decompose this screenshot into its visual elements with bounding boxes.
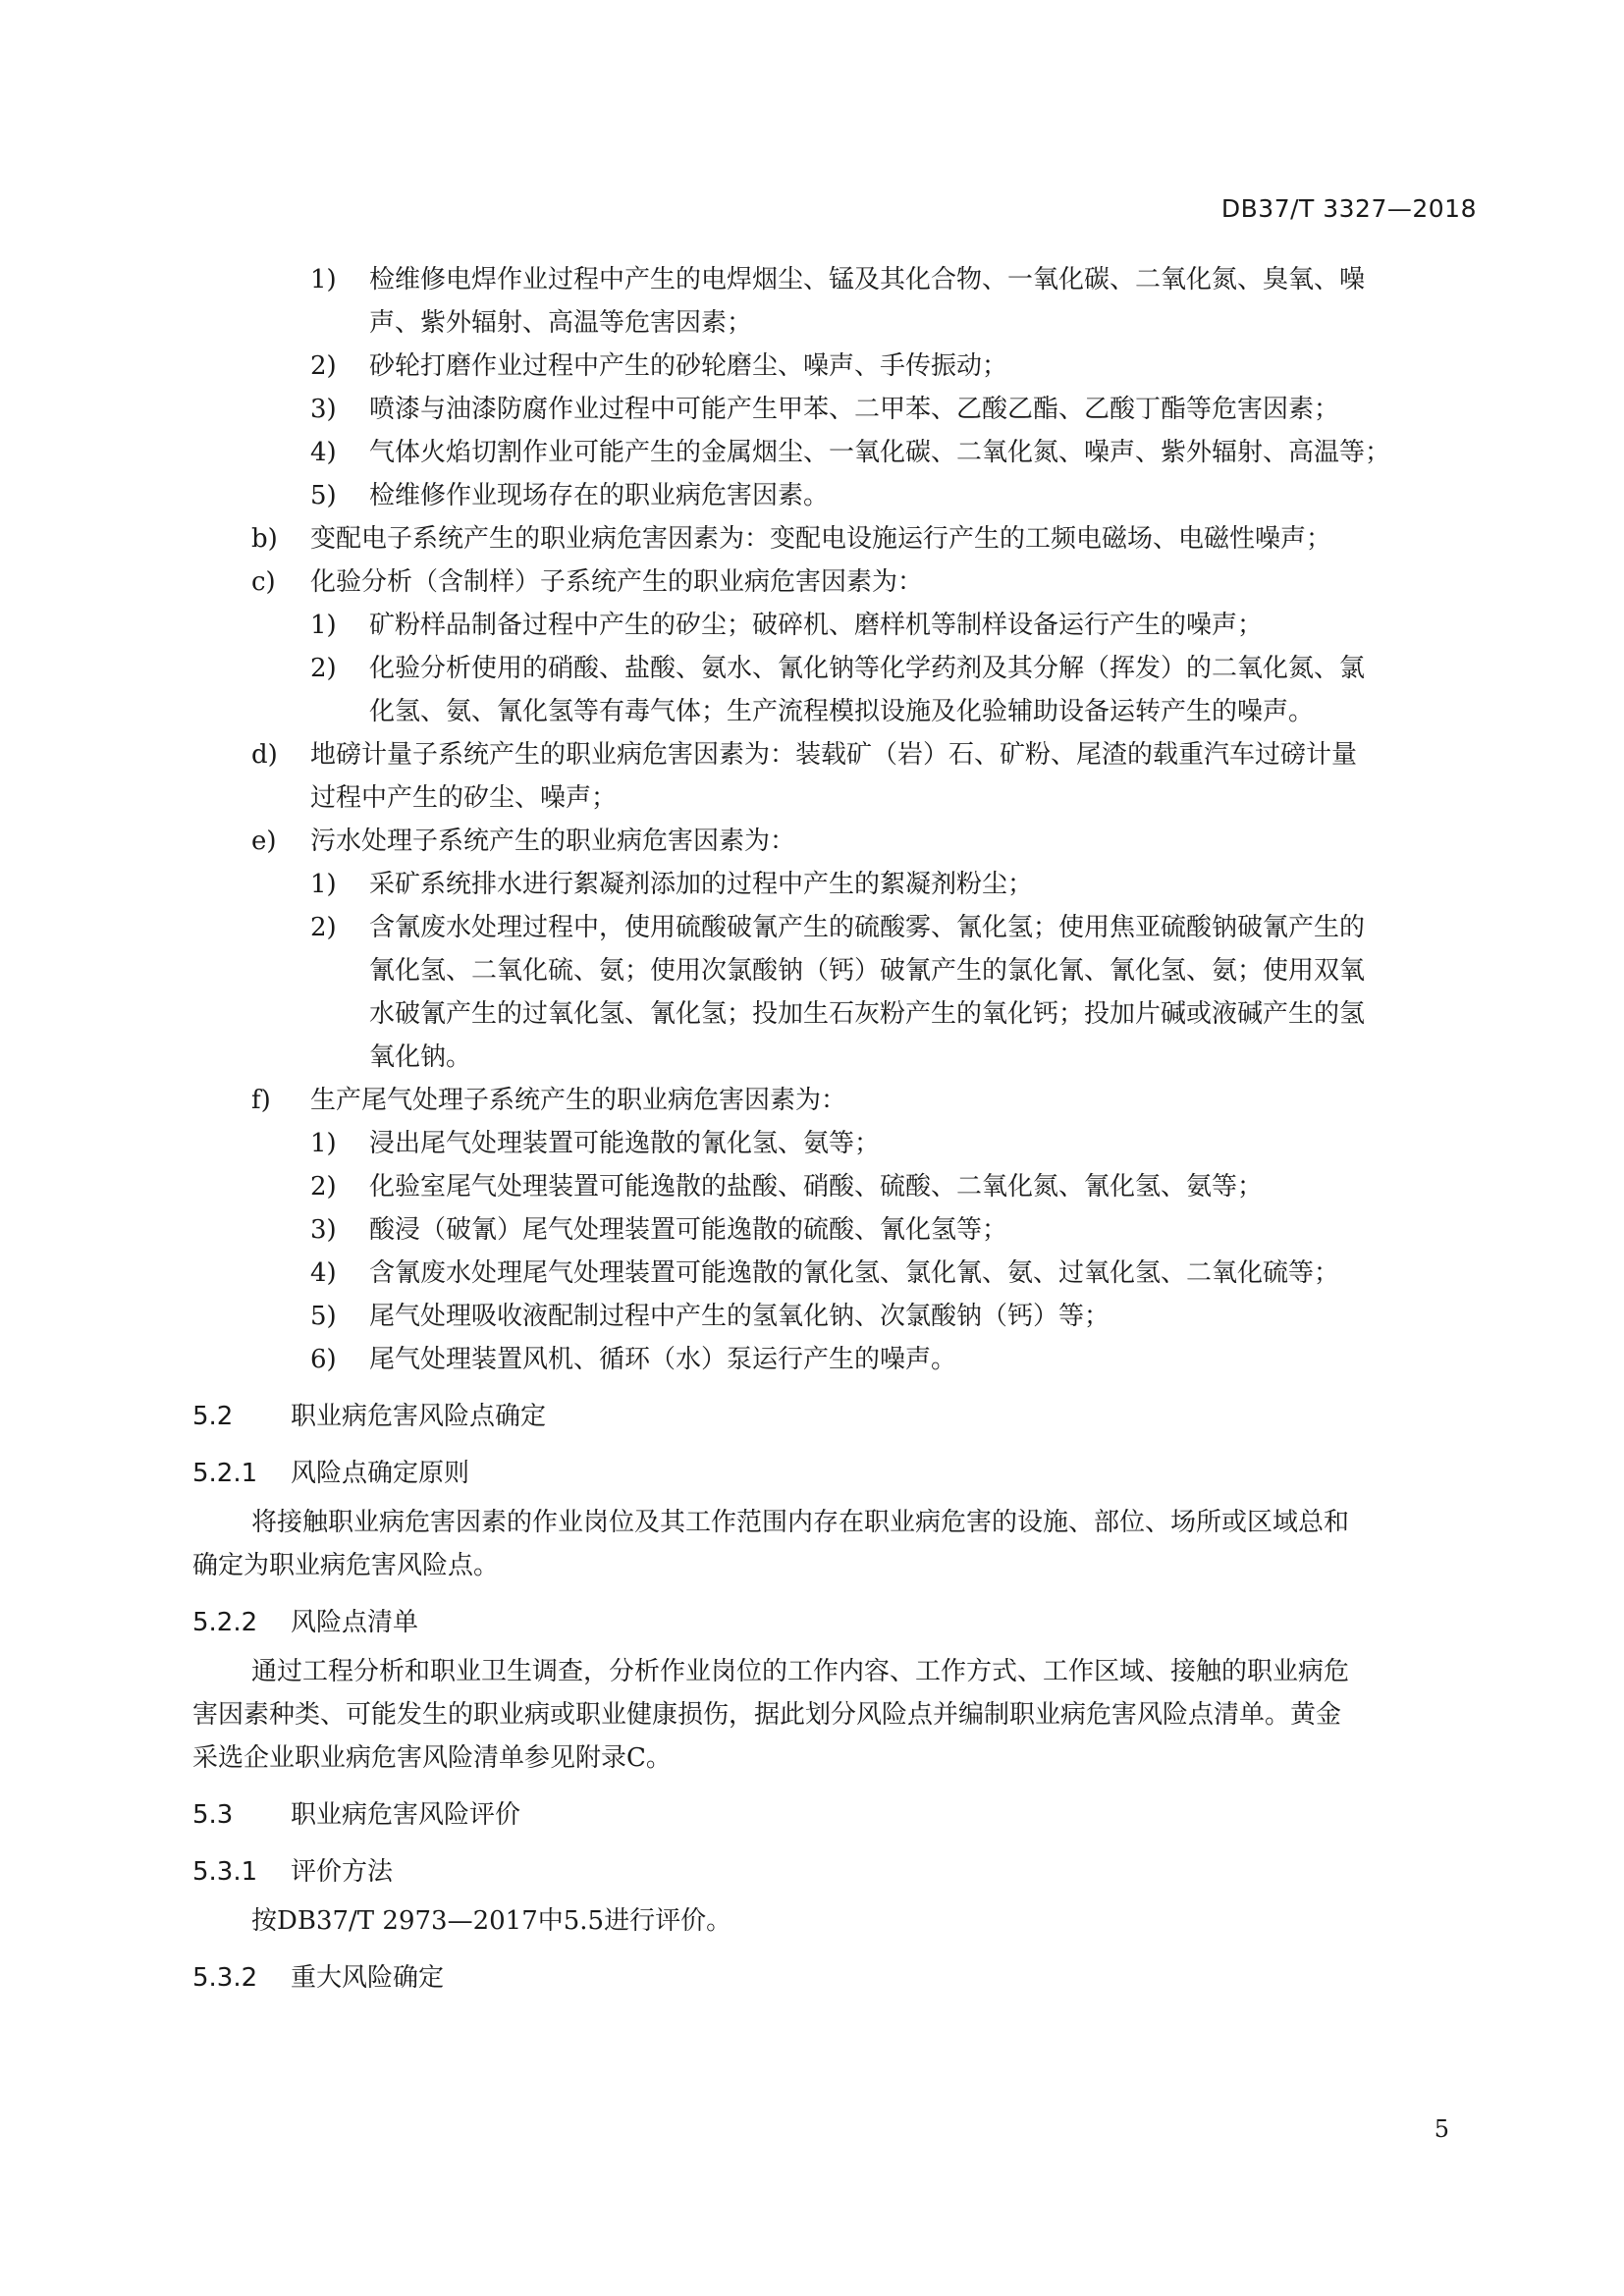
line-text: 检维修作业现场存在的职业病危害因素。	[369, 481, 830, 510]
list-marker: 2)	[310, 654, 337, 683]
list-marker: 2)	[310, 351, 337, 381]
line-text: 变配电子系统产生的职业病危害因素为：变配电设施运行产生的工频电磁场、电磁性噪声；	[310, 524, 1332, 554]
line-text: 喷漆与油漆防腐作业过程中可能产生甲苯、二甲苯、乙酸乙酯、乙酸丁酯等危害因素；	[369, 395, 1340, 424]
line-text: 害因素种类、可能发生的职业病或职业健康损伤，据此划分风险点并编制职业病危害风险点清单。黄金	[192, 1700, 1342, 1730]
line-text: 化验分析使用的硝酸、盐酸、氨水、氰化钠等化学药剂及其分解（挥发）的二氧化氮、氯	[369, 654, 1366, 683]
line-text: 矿粉样品制备过程中产生的矽尘；破碎机、磨样机等制样设备运行产生的噪声；	[369, 611, 1264, 640]
line-text: 声、紫外辐射、高温等危害因素；	[369, 308, 753, 338]
sub-item-line	[192, 345, 1481, 388]
line-text: 含氰废水处理过程中，使用硫酸破氰产生的硫酸雾、氰化氢；使用焦亚硫酸钠破氰产生的	[369, 913, 1366, 942]
list-item-line	[192, 776, 1481, 820]
section-heading	[192, 1601, 1481, 1644]
sub-item-line	[192, 1208, 1481, 1252]
section-title: 风险点清单	[291, 1608, 419, 1637]
list-marker: 2)	[310, 913, 337, 942]
line-text: 通过工程分析和职业卫生调查，分析作业岗位的工作内容、工作方式、工作区域、接触的职业病危	[251, 1657, 1350, 1686]
line-text: 地磅计量子系统产生的职业病危害因素为：装载矿（岩）石、矿粉、尾渣的载重汽车过磅计量	[310, 740, 1358, 770]
section-title: 职业病危害风险评价	[291, 1800, 521, 1830]
line-text: 氰化氢、二氧化硫、氨；使用次氯酸钠（钙）破氰产生的氯化氰、氰化氢、氨；使用双氧	[369, 956, 1366, 986]
sub-item-line	[192, 690, 1481, 733]
sub-item-line	[192, 474, 1481, 517]
line-text: 检维修电焊作业过程中产生的电焊烟尘、锰及其化合物、一氧化碳、二氧化氮、臭氧、噪	[369, 265, 1366, 294]
list-marker: 6)	[310, 1345, 337, 1374]
line-text: 将接触职业病危害因素的作业岗位及其工作范围内存在职业病危害的设施、部位、场所或区域总和	[251, 1508, 1350, 1537]
paragraph-line	[192, 1501, 1481, 1544]
line-text: 水破氰产生的过氧化氢、氰化氢；投加生石灰粉产生的氧化钙；投加片碱或液碱产生的氢	[369, 999, 1366, 1029]
section-heading	[192, 1395, 1481, 1438]
line-text: 按DB37/T 2973—2017中5.5进行评价。	[251, 1906, 732, 1936]
line-text: 含氰废水处理尾气处理装置可能逸散的氰化氢、氯化氰、氨、过氧化氢、二氧化硫等；	[369, 1258, 1340, 1288]
list-marker: b)	[251, 524, 278, 554]
line-text: 生产尾气处理子系统产生的职业病危害因素为：	[310, 1086, 847, 1115]
sub-item-line	[192, 949, 1481, 992]
section-heading	[192, 1793, 1481, 1837]
section-title: 重大风险确定	[291, 1963, 445, 1993]
line-text: 浸出尾气处理装置可能逸散的氰化氢、氨等；	[369, 1129, 881, 1158]
section-number: 5.2	[192, 1402, 234, 1431]
list-marker: e)	[251, 827, 277, 856]
list-item-line	[192, 820, 1481, 863]
line-text: 污水处理子系统产生的职业病危害因素为：	[310, 827, 796, 856]
list-marker: 5)	[310, 481, 337, 510]
line-text: 化验室尾气处理装置可能逸散的盐酸、硝酸、硫酸、二氧化氮、氰化氢、氨等；	[369, 1172, 1264, 1201]
line-text: 气体火焰切割作业可能产生的金属烟尘、一氧化碳、二氧化氮、噪声、紫外辐射、高温等；	[369, 438, 1391, 467]
section-heading	[192, 1850, 1481, 1894]
document-code: DB37/T 3327—2018	[1220, 194, 1477, 223]
sub-item-line	[192, 1036, 1481, 1079]
sub-item-line	[192, 1165, 1481, 1208]
document-body	[192, 258, 1481, 2005]
sub-item-line	[192, 1122, 1481, 1165]
paragraph-line	[192, 1899, 1481, 1943]
list-marker: 3)	[310, 395, 337, 424]
list-item-line	[192, 561, 1481, 604]
sub-item-line	[192, 647, 1481, 690]
section-heading	[192, 1956, 1481, 2000]
section-number: 5.3.1	[192, 1857, 258, 1887]
line-text: 砂轮打磨作业过程中产生的砂轮磨尘、噪声、手传振动；	[369, 351, 1008, 381]
sub-item-line	[192, 604, 1481, 647]
line-text: 过程中产生的矽尘、噪声；	[310, 783, 618, 813]
section-heading	[192, 1452, 1481, 1495]
line-text: 化氢、氨、氰化氢等有毒气体；生产流程模拟设施及化验辅助设备运转产生的噪声。	[369, 697, 1315, 726]
sub-item-line	[192, 258, 1481, 301]
line-text: 酸浸（破氰）尾气处理装置可能逸散的硫酸、氰化氢等；	[369, 1215, 1008, 1245]
line-text: 确定为职业病危害风险点。	[192, 1551, 500, 1580]
sub-item-line	[192, 388, 1481, 431]
paragraph-line	[192, 1544, 1481, 1587]
line-text: 尾气处理吸收液配制过程中产生的氢氧化钠、次氯酸钠（钙）等；	[369, 1302, 1110, 1331]
sub-item-line	[192, 1338, 1481, 1381]
section-title: 职业病危害风险点确定	[291, 1402, 547, 1431]
list-marker: 1)	[310, 1129, 337, 1158]
section-number: 5.2.2	[192, 1608, 258, 1637]
section-number: 5.2.1	[192, 1459, 258, 1488]
paragraph-line	[192, 1650, 1481, 1693]
list-marker: 3)	[310, 1215, 337, 1245]
list-marker: 4)	[310, 438, 337, 467]
list-marker: 2)	[310, 1172, 337, 1201]
section-title: 风险点确定原则	[291, 1459, 470, 1488]
list-marker: f)	[251, 1086, 271, 1115]
list-marker: 1)	[310, 265, 337, 294]
list-marker: 4)	[310, 1258, 337, 1288]
list-item-line	[192, 517, 1481, 561]
sub-item-line	[192, 1295, 1481, 1338]
list-item-line	[192, 733, 1481, 776]
list-marker: 5)	[310, 1302, 337, 1331]
sub-item-line	[192, 301, 1481, 345]
line-text: 尾气处理装置风机、循环（水）泵运行产生的噪声。	[369, 1345, 957, 1374]
list-marker: 1)	[310, 611, 337, 640]
paragraph-line	[192, 1693, 1481, 1736]
list-item-line	[192, 1079, 1481, 1122]
paragraph-line	[192, 1736, 1481, 1780]
sub-item-line	[192, 906, 1481, 949]
line-text: 化验分析（含制样）子系统产生的职业病危害因素为：	[310, 567, 924, 597]
sub-item-line	[192, 1252, 1481, 1295]
section-number: 5.3.2	[192, 1963, 258, 1993]
sub-item-line	[192, 992, 1481, 1036]
list-marker: d)	[251, 740, 278, 770]
line-text: 氧化钠。	[369, 1042, 472, 1072]
list-marker: 1)	[310, 870, 337, 899]
line-text: 采选企业职业病危害风险清单参见附录C。	[192, 1743, 672, 1773]
sub-item-line	[192, 863, 1481, 906]
section-title: 评价方法	[291, 1857, 394, 1887]
sub-item-line	[192, 431, 1481, 474]
line-text: 采矿系统排水进行絮凝剂添加的过程中产生的絮凝剂粉尘；	[369, 870, 1034, 899]
section-number: 5.3	[192, 1800, 234, 1830]
page-number: 5	[1434, 2115, 1449, 2143]
list-marker: c)	[251, 567, 276, 597]
